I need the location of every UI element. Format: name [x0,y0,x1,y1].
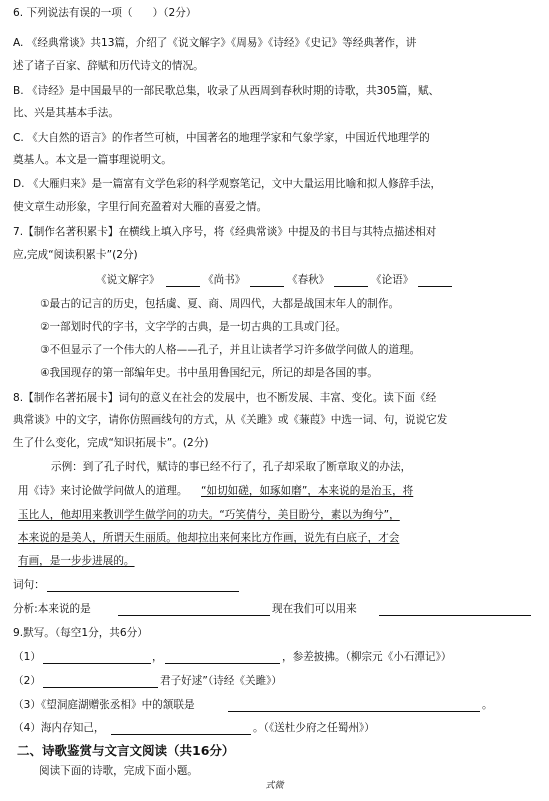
q7-option-1: ①最古的记言的历史，包括虞、夏、商、周四代，大都是战国末年人的制作。 [40,298,400,310]
q9-item4-tail: 。（《送杜少府之任蜀州》） [253,722,375,734]
q6-stem: 6. 下列说法有误的一项（ ）（2分） [13,7,197,19]
q8-example-line1: 示例：到了孔子时代，赋诗的事已经不行了，孔子却采取了断章取义的办法， [51,461,412,473]
q8-stem-line2: 典常谈》中的文字，请你仿照画线句的方式，从《关雎》或《蒹葭》中选一词、句，说说它发 [13,414,448,426]
q9-item2-blank[interactable] [43,687,158,688]
q8-example-line4: 本来说的是美人，所谓天生丽质。他却拉出来何来比方作画，说先有白底子，才会 [18,532,400,544]
q9-title: 9.默写。（每空1分，共6分） [13,627,148,639]
q7-answer-blank-3[interactable] [334,286,368,287]
q6-option-d-line2: 使文章生动形象，字里行间充盈着对大雁的喜爱之情。 [13,201,268,213]
poem-title: 式微 [265,781,284,791]
q9-item1-tail: ，参差披拂。（柳宗元《小石潭记》） [282,651,452,663]
q6-option-c-line2: 奠基人。本文是一篇事理说明文。 [13,154,172,166]
q9-item4-blank[interactable] [111,734,251,735]
q7-book-2: 《尚书》 [203,274,246,286]
q8-analysis-blank-1[interactable] [118,615,270,616]
q8-analysis-now: 现在我们可以用来 [272,603,357,615]
q9-item2-number: （2） [13,675,41,687]
q7-book-1: 《说文解字》 [96,274,160,286]
q8-example-line3: 玉比人，他却用来教训学生做学问的功夫。“巧笑倩兮，美目盼兮，素以为绚兮”， [18,509,400,521]
q6-option-b-line1: B. 《诗经》是中国最早的一部民歌总集，收录了从西周到春秋时期的诗歌，共305篇，赋、 [13,85,440,97]
q8-ciju-label: 词句： [13,579,45,591]
q6-option-a-line2: 述了诸子百家、辞赋和历代诗文的情况。 [13,60,204,72]
q6-option-c-line1: C. 《大自然的语言》的作者竺可桢，中国著名的地理学家和气象学家，中国近代地理学的 [13,132,430,144]
q8-example-line5: 有画，是一步步进展的。 [18,555,135,567]
q8-analysis-label: 分析:本来说的是 [13,603,91,615]
q9-item1-blank-2[interactable] [165,663,280,664]
section-2-instruction: 阅读下面的诗歌，完成下面小题。 [39,765,198,777]
q8-stem-line3: 生了什么变化，完成“知识拓展卡”。(2分) [13,437,209,449]
q8-analysis-blank-2[interactable] [379,615,531,616]
q6-option-b-line2: 比、兴是其基本手法。 [13,107,119,119]
q7-stem-line1: 7.【制作名著积累卡】在横线上填入序号，将《经典常谈》中提及的书目与其特点描述相对 [13,226,437,238]
q7-answer-blank-4[interactable] [418,286,452,287]
q7-option-4: ④我国现存的第一部编年史。书中虽用鲁国纪元，所记的却是各国的事。 [40,367,378,379]
q7-book-3: 《春秋》 [287,274,330,286]
q8-stem-line1: 8.【制作名著拓展卡】词句的意义在社会的发展中，也不断发展、丰富、变化。读下面《经 [13,392,437,404]
q8-example-line2b: “如切如磋，如琢如磨”，本来说的是治玉，将 [201,485,414,497]
q9-item4-text: （4）海内存知己， [13,722,105,734]
q9-item3-text: （3）《望洞庭湖赠张丞相》中的颔联是 [13,699,195,711]
q6-option-a-line1: A. 《经典常谈》共13篇，介绍了《说文解字》《周易》《诗经》《史记》等经典著作，讲 [13,37,417,49]
q9-item2-tail: 君子好逑”（诗经《关雎》） [160,675,283,687]
q9-item1-comma: ， [152,651,163,663]
q6-option-d-line1: D. 《大雁归来》是一篇富有文学色彩的科学观察笔记，文中大量运用比喻和拟人修辞手法， [13,178,442,190]
q7-answer-blank-2[interactable] [250,286,284,287]
q9-item3-blank[interactable] [228,711,480,712]
q7-option-3: ③不但显示了一个伟大的人格——孔子，并且让读者学习许多做学问做人的道理。 [40,344,421,356]
q7-book-4: 《论语》 [371,274,414,286]
q8-example-line2a: 用《诗》来讨论做学问做人的道理。 [18,485,188,497]
q9-item1-blank-1[interactable] [43,663,151,664]
q7-answer-blank-1[interactable] [166,286,200,287]
section-2-title: 二、诗歌鉴赏与文言文阅读（共16分） [17,743,235,758]
q7-stem-line2: 应,完成“阅读积累卡”(2分) [13,249,138,261]
q8-ciju-blank[interactable] [47,591,239,592]
q9-item3-tail: 。 [482,699,493,711]
q7-option-2: ②一部划时代的字书，文字学的古典，是一切古典的工具或门径。 [40,321,347,333]
q9-item1-number: （1） [13,651,41,663]
